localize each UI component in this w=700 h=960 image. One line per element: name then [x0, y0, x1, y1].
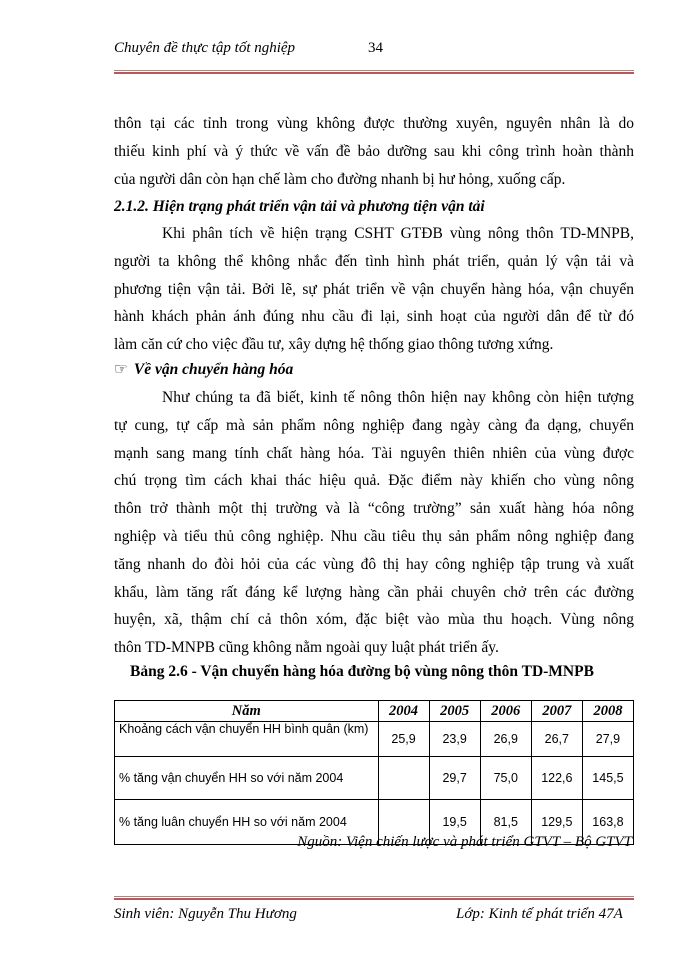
table-cell: 19,5	[429, 800, 480, 845]
text-line: hành khách phản ánh đúng nhu cầu đi lại, sinh hoạt của người dân để từ đó	[114, 308, 634, 326]
text-line: của người dân còn hạn chế làm cho đường nhanh bị hư hỏng, xuống cấp.	[114, 170, 566, 188]
text-line: phương tiện vận tải. Bởi lẽ, sự phát triển về vận chuyển hàng hóa, vận chuyển	[114, 280, 634, 298]
text-line: thôn trở thành một thị trường và là “công trường” sản xuất hàng hóa nông	[114, 500, 634, 518]
table-cell: 23,9	[429, 722, 480, 757]
table-source: Nguồn: Viện chiến lược và phát triển GTVT – Bộ GTVT	[297, 834, 632, 850]
footer-class: Lớp: Kinh tế phát triển 47A	[456, 906, 623, 922]
table-cell: 29,7	[429, 757, 480, 800]
row-label: % tăng luân chuyển HH so với năm 2004	[115, 800, 379, 845]
text-line: tăng nhanh do đòi hỏi của các vùng đô thị hay công nghiệp tập trung và xuất	[114, 555, 634, 573]
table-cell: 75,0	[480, 757, 531, 800]
table-row	[115, 722, 634, 757]
footer-student: Sinh viên: Nguyễn Thu Hương	[114, 906, 297, 922]
sub-heading	[114, 360, 293, 379]
table-cell: 81,5	[480, 800, 531, 845]
header-cell: 2007	[531, 701, 582, 722]
row-label: Khoảng cách vận chuyển HH bình quân (km)	[115, 722, 379, 757]
section-heading: 2.1.2. Hiện trạng phát triển vận tải và phương tiện vận tải	[114, 198, 485, 215]
freight-table	[114, 700, 634, 845]
table-cell: 145,5	[582, 757, 633, 800]
table-cell: 163,8	[582, 800, 633, 845]
row-label: % tăng vận chuyển HH so với năm 2004	[115, 757, 379, 800]
text-line: nghiệp và tiểu thủ công nghiệp. Nhu cầu tiêu thụ sản phẩm nông nghiệp đang	[114, 527, 634, 545]
table-cell: 122,6	[531, 757, 582, 800]
pointing-hand-icon: ☞	[114, 361, 128, 378]
table-cell: 129,5	[531, 800, 582, 845]
header-cell: 2005	[429, 701, 480, 722]
paragraph-3	[114, 384, 634, 662]
text-line: thiếu kinh phí và ý thức về vấn đề bảo dưỡng sau khi công trình hoàn thành	[114, 142, 634, 160]
table-cell	[378, 757, 429, 800]
sub-heading-text: Về vận chuyển hàng hóa	[133, 361, 294, 378]
table-row	[115, 757, 634, 800]
header-cell: 2004	[378, 701, 429, 722]
header-cell: 2008	[582, 701, 633, 722]
text-line: thôn TD-MNPB cũng không nằm ngoài quy luật phát triển ấy.	[114, 639, 499, 657]
header-divider	[114, 70, 634, 74]
table-header-row	[115, 701, 634, 722]
paragraph-1	[114, 110, 634, 193]
document-title: Chuyên đề thực tập tốt nghiệp	[114, 40, 296, 56]
table-cell: 25,9	[378, 722, 429, 757]
text-line: khẩu, làm tăng rất đáng kể lượng hàng cần phải chuyên chở trên các đường	[114, 583, 634, 601]
table-cell: 26,7	[531, 722, 582, 757]
text-line: huyện, xã, thậm chí cả thôn xóm, đặc biệt vào mùa thu hoạch. Vùng nông	[114, 611, 634, 629]
text-line: chú trọng tìm cách khai thác hiệu quả. Đặc điểm này khiến cho vùng nông	[114, 472, 634, 490]
text-line: làm căn cứ cho việc đầu tư, xây dựng hệ thống giao thông tương xứng.	[114, 336, 554, 354]
header-cell-year: Năm	[115, 701, 379, 722]
page-number: 34	[368, 40, 383, 56]
text-line: mạnh sang mang tính chất hàng hóa. Tài nguyên thiên nhiên của vùng được	[114, 444, 634, 462]
footer-divider	[114, 896, 634, 900]
text-line: người ta không thể không nhắc đến tình hình phát triển, quản lý vận tải và	[114, 252, 634, 270]
page-header	[114, 40, 634, 64]
header-cell: 2006	[480, 701, 531, 722]
text-line: thôn tại các tỉnh trong vùng không được thường xuyên, nguyên nhân là do	[114, 115, 634, 132]
text-line: Như chúng ta đã biết, kinh tế nông thôn hiện nay không còn hiện tượng	[162, 389, 634, 406]
table-title: Bảng 2.6 - Vận chuyển hàng hóa đường bộ vùng nông thôn TD-MNPB	[130, 663, 594, 680]
table-cell: 26,9	[480, 722, 531, 757]
table-cell: 27,9	[582, 722, 633, 757]
text-line: Khi phân tích về hiện trạng CSHT GTĐB vùng nông thôn TD-MNPB,	[162, 225, 634, 242]
paragraph-2	[114, 220, 634, 359]
text-line: tự cung, tự cấp mà sản phẩm nông nghiệp đang ngày càng đa dạng, chuyển	[114, 416, 634, 434]
